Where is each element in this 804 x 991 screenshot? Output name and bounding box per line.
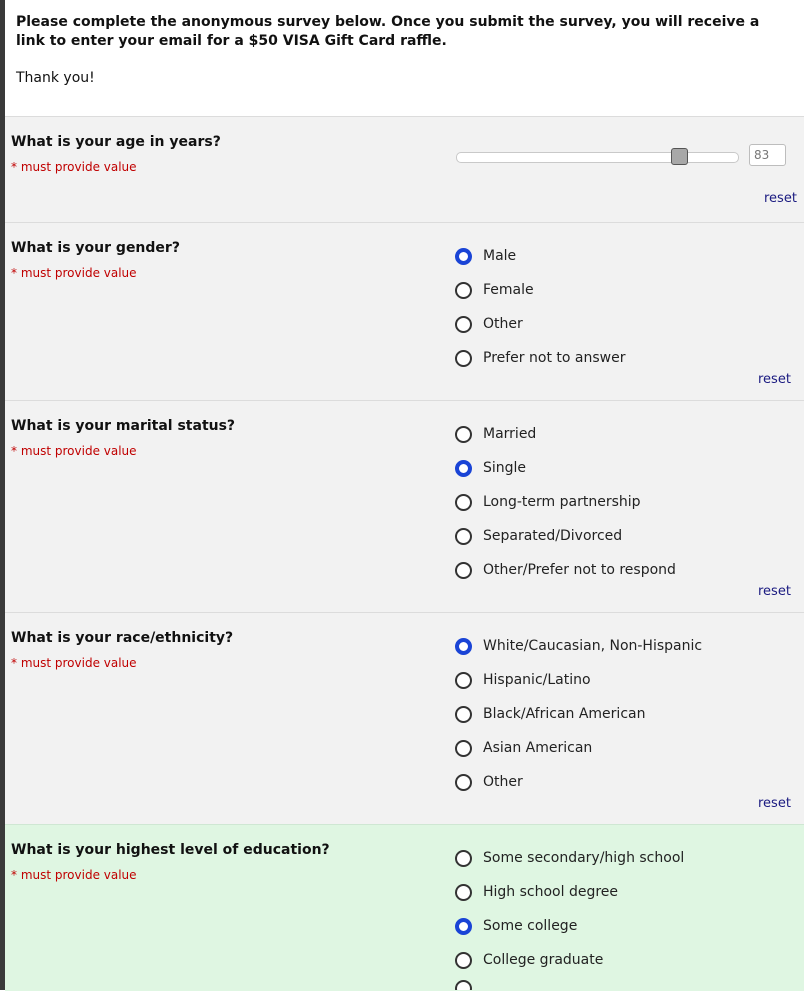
option-label: Hispanic/Latino bbox=[483, 672, 591, 688]
option-label: Other bbox=[483, 774, 523, 790]
radio-unchecked-icon[interactable] bbox=[455, 774, 472, 791]
race-option-white[interactable] bbox=[455, 635, 702, 657]
gender-option-prefer-not[interactable] bbox=[455, 347, 625, 369]
intro-text: Please complete the anonymous survey below. Once you submit the survey, you will receive a link to enter your email for a $50 VISA Gift Card raffle. bbox=[16, 14, 760, 49]
marital-reset-link[interactable]: reset bbox=[758, 584, 791, 599]
radio-unchecked-icon[interactable] bbox=[455, 528, 472, 545]
option-label: White/Caucasian, Non-Hispanic bbox=[483, 638, 703, 654]
marital-option-partnership[interactable] bbox=[455, 491, 641, 513]
gender-option-female[interactable] bbox=[455, 279, 534, 301]
radio-checked-icon[interactable] bbox=[455, 248, 472, 265]
radio-unchecked-icon[interactable] bbox=[455, 740, 472, 757]
radio-unchecked-icon[interactable] bbox=[455, 706, 472, 723]
marital-option-other[interactable] bbox=[455, 559, 676, 581]
education-option-some-secondary[interactable] bbox=[455, 847, 684, 869]
age-slider-thumb[interactable] bbox=[671, 148, 688, 165]
option-label: Married bbox=[483, 426, 537, 442]
radio-unchecked-icon[interactable] bbox=[455, 980, 472, 990]
option-label: Black/African American bbox=[483, 706, 646, 722]
education-option-some-college[interactable] bbox=[455, 915, 577, 937]
radio-unchecked-icon[interactable] bbox=[455, 494, 472, 511]
radio-unchecked-icon[interactable] bbox=[455, 282, 472, 299]
option-label: College graduate bbox=[483, 952, 604, 968]
option-label: Single bbox=[483, 460, 527, 476]
race-question: What is your race/ethnicity? bbox=[11, 630, 234, 646]
radio-unchecked-icon[interactable] bbox=[455, 350, 472, 367]
gender-reset-link[interactable]: reset bbox=[758, 372, 791, 387]
education-required-note: * must provide value bbox=[11, 868, 137, 882]
radio-unchecked-icon[interactable] bbox=[455, 562, 472, 579]
race-option-other[interactable] bbox=[455, 771, 523, 793]
marital-option-single[interactable] bbox=[455, 457, 526, 479]
radio-checked-icon[interactable] bbox=[455, 918, 472, 935]
gender-option-male[interactable] bbox=[455, 245, 516, 267]
option-label: Asian American bbox=[483, 740, 593, 756]
race-option-hispanic[interactable] bbox=[455, 669, 591, 691]
education-option-college-graduate[interactable] bbox=[455, 949, 603, 971]
age-question: What is your age in years? bbox=[11, 134, 221, 150]
education-question: What is your highest level of education? bbox=[11, 842, 330, 858]
thanks-text: Thank you! bbox=[16, 70, 95, 86]
option-label: Some secondary/high school bbox=[483, 850, 685, 866]
education-option-high-school[interactable] bbox=[455, 881, 618, 903]
race-option-black[interactable] bbox=[455, 703, 645, 725]
race-required-note: * must provide value bbox=[11, 656, 137, 670]
race-reset-link[interactable]: reset bbox=[758, 796, 791, 811]
age-value-field[interactable]: 83 bbox=[749, 144, 786, 166]
gender-option-other[interactable] bbox=[455, 313, 523, 335]
gender-required-note: * must provide value bbox=[11, 266, 137, 280]
radio-unchecked-icon[interactable] bbox=[455, 426, 472, 443]
option-label: Female bbox=[483, 282, 534, 298]
option-label: High school degree bbox=[483, 884, 619, 900]
option-label: Other bbox=[483, 316, 523, 332]
radio-unchecked-icon[interactable] bbox=[455, 884, 472, 901]
radio-unchecked-icon[interactable] bbox=[455, 850, 472, 867]
option-label: Long-term partnership bbox=[483, 494, 641, 510]
gender-question: What is your gender? bbox=[11, 240, 180, 256]
radio-unchecked-icon[interactable] bbox=[455, 952, 472, 969]
option-label: Prefer not to answer bbox=[483, 350, 626, 366]
marital-question: What is your marital status? bbox=[11, 418, 236, 434]
education-option-partial[interactable] bbox=[455, 980, 483, 990]
option-label: Some college bbox=[483, 918, 578, 934]
option-label: Male bbox=[483, 248, 517, 264]
option-label: Other/Prefer not to respond bbox=[483, 562, 676, 578]
radio-checked-icon[interactable] bbox=[455, 638, 472, 655]
marital-option-separated[interactable] bbox=[455, 525, 622, 547]
radio-unchecked-icon[interactable] bbox=[455, 672, 472, 689]
age-required-note: * must provide value bbox=[11, 160, 137, 174]
age-slider-track[interactable] bbox=[456, 152, 739, 163]
race-option-asian[interactable] bbox=[455, 737, 592, 759]
intro-panel bbox=[5, 0, 804, 116]
marital-required-note: * must provide value bbox=[11, 444, 137, 458]
marital-option-married[interactable] bbox=[455, 423, 536, 445]
radio-unchecked-icon[interactable] bbox=[455, 316, 472, 333]
age-reset-link[interactable]: reset bbox=[764, 191, 797, 206]
option-label: Separated/Divorced bbox=[483, 528, 623, 544]
radio-checked-icon[interactable] bbox=[455, 460, 472, 477]
